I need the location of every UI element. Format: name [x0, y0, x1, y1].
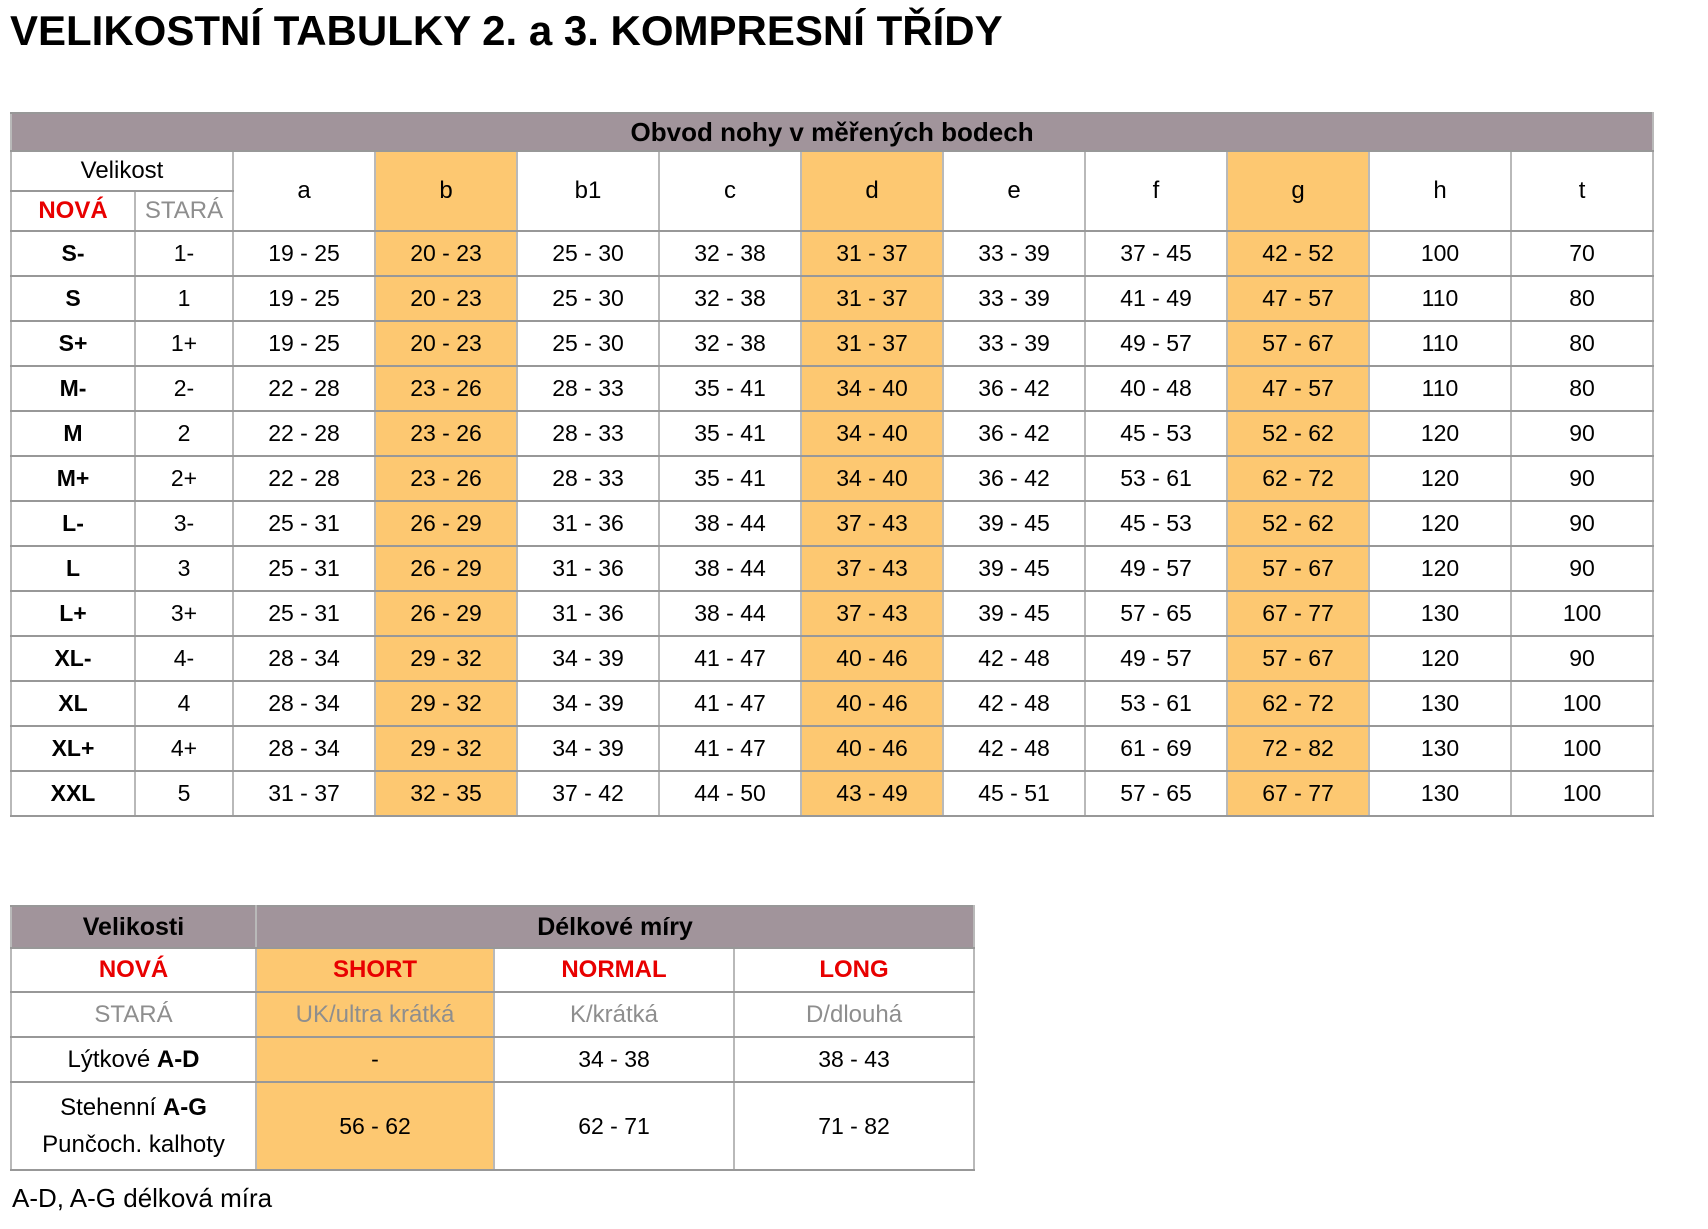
measure-value-cell: 20 - 23	[375, 321, 517, 366]
measure-value-cell: 39 - 45	[943, 501, 1085, 546]
measure-value-cell: 25 - 31	[233, 501, 375, 546]
measure-value-cell: 38 - 44	[659, 591, 801, 636]
measure-value-cell: 67 - 77	[1227, 771, 1369, 816]
measure-value-cell: 25 - 30	[517, 276, 659, 321]
measure-value-cell: 22 - 28	[233, 456, 375, 501]
velikosti-header: Velikosti	[11, 906, 256, 948]
measure-value-cell: 29 - 32	[375, 726, 517, 771]
size-table-header: Obvod nohy v měřených bodech	[11, 113, 1653, 151]
new-size-cell: S+	[11, 321, 135, 366]
calf-row	[11, 1037, 974, 1082]
length-old-short: UK/ultra krátká	[256, 992, 494, 1037]
measure-value-cell: 32 - 38	[659, 231, 801, 276]
length-table	[10, 905, 975, 1171]
measure-value-cell: 35 - 41	[659, 456, 801, 501]
measure-value-cell: 120	[1369, 501, 1511, 546]
col-header-f: f	[1085, 151, 1227, 231]
measure-value-cell: 57 - 65	[1085, 591, 1227, 636]
size-table-band-row	[11, 113, 1653, 151]
new-size-cell: L	[11, 546, 135, 591]
length-old-normal: K/krátká	[494, 992, 734, 1037]
size-table-row	[11, 411, 1653, 456]
measure-value-cell: 49 - 57	[1085, 321, 1227, 366]
measure-value-cell: 28 - 33	[517, 456, 659, 501]
measure-value-cell: 110	[1369, 276, 1511, 321]
measure-value-cell: 34 - 40	[801, 456, 943, 501]
size-table-row	[11, 591, 1653, 636]
length-old-long: D/dlouhá	[734, 992, 974, 1037]
measure-value-cell: 23 - 26	[375, 366, 517, 411]
measure-value-cell: 31 - 37	[801, 231, 943, 276]
measure-value-cell: 35 - 41	[659, 366, 801, 411]
measure-value-cell: 31 - 36	[517, 501, 659, 546]
measure-value-cell: 20 - 23	[375, 276, 517, 321]
measure-value-cell: 41 - 47	[659, 636, 801, 681]
measure-value-cell: 120	[1369, 546, 1511, 591]
measure-value-cell: 47 - 57	[1227, 366, 1369, 411]
col-header-e: e	[943, 151, 1085, 231]
measure-value-cell: 34 - 39	[517, 681, 659, 726]
col-header-a: a	[233, 151, 375, 231]
measure-value-cell: 52 - 62	[1227, 411, 1369, 456]
col-header-h: h	[1369, 151, 1511, 231]
new-size-cell: XL+	[11, 726, 135, 771]
measure-value-cell: 38 - 44	[659, 546, 801, 591]
old-size-cell: 2+	[135, 456, 233, 501]
measure-value-cell: 45 - 53	[1085, 501, 1227, 546]
old-size-cell: 4+	[135, 726, 233, 771]
measure-value-cell: 36 - 42	[943, 366, 1085, 411]
measure-value-cell: 100	[1511, 726, 1653, 771]
measure-value-cell: 130	[1369, 681, 1511, 726]
calf-row-label: Lýtkové A-D	[11, 1037, 256, 1082]
measure-value-cell: 26 - 29	[375, 501, 517, 546]
measure-value-cell: 31 - 37	[801, 321, 943, 366]
measure-value-cell: 26 - 29	[375, 591, 517, 636]
measure-value-cell: 33 - 39	[943, 231, 1085, 276]
measure-value-cell: 34 - 39	[517, 726, 659, 771]
measure-value-cell: 43 - 49	[801, 771, 943, 816]
velikost-header: Velikost	[11, 151, 233, 191]
measure-value-cell: 25 - 31	[233, 591, 375, 636]
measure-value-cell: 61 - 69	[1085, 726, 1227, 771]
measure-value-cell: 100	[1369, 231, 1511, 276]
measure-value-cell: 90	[1511, 636, 1653, 681]
document-page	[0, 6, 1708, 1229]
measure-value-cell: 62 - 72	[1227, 456, 1369, 501]
thigh-long-value: 71 - 82	[734, 1082, 974, 1170]
size-table-row	[11, 726, 1653, 771]
new-size-cell: S	[11, 276, 135, 321]
measure-value-cell: 34 - 40	[801, 411, 943, 456]
measure-value-cell: 100	[1511, 591, 1653, 636]
measure-value-cell: 53 - 61	[1085, 456, 1227, 501]
measure-value-cell: 52 - 62	[1227, 501, 1369, 546]
measure-value-cell: 90	[1511, 411, 1653, 456]
measure-value-cell: 31 - 36	[517, 546, 659, 591]
size-table-row	[11, 546, 1653, 591]
measure-value-cell: 120	[1369, 411, 1511, 456]
measure-value-cell: 53 - 61	[1085, 681, 1227, 726]
thigh-row	[11, 1082, 974, 1170]
old-size-cell: 3-	[135, 501, 233, 546]
measure-value-cell: 49 - 57	[1085, 636, 1227, 681]
old-size-cell: 1-	[135, 231, 233, 276]
size-table-row	[11, 771, 1653, 816]
size-table-body	[11, 231, 1653, 816]
measure-value-cell: 42 - 48	[943, 636, 1085, 681]
measure-value-cell: 34 - 40	[801, 366, 943, 411]
size-table-row	[11, 681, 1653, 726]
measure-value-cell: 34 - 39	[517, 636, 659, 681]
col-header-t: t	[1511, 151, 1653, 231]
measure-value-cell: 32 - 38	[659, 276, 801, 321]
measure-value-cell: 39 - 45	[943, 591, 1085, 636]
measure-value-cell: 37 - 43	[801, 501, 943, 546]
thigh-short-value: 56 - 62	[256, 1082, 494, 1170]
new-size-cell: M+	[11, 456, 135, 501]
measure-value-cell: 57 - 65	[1085, 771, 1227, 816]
measure-value-cell: 80	[1511, 321, 1653, 366]
size-table-row	[11, 231, 1653, 276]
measure-value-cell: 49 - 57	[1085, 546, 1227, 591]
measure-value-cell: 39 - 45	[943, 546, 1085, 591]
col-header-b1: b1	[517, 151, 659, 231]
length-col-normal: NORMAL	[494, 948, 734, 992]
length-old-row	[11, 992, 974, 1037]
measure-value-cell: 31 - 37	[233, 771, 375, 816]
measure-value-cell: 57 - 67	[1227, 321, 1369, 366]
size-table-row	[11, 501, 1653, 546]
size-table-row	[11, 456, 1653, 501]
measure-value-cell: 35 - 41	[659, 411, 801, 456]
measure-value-cell: 40 - 48	[1085, 366, 1227, 411]
col-header-c: c	[659, 151, 801, 231]
new-size-cell: M	[11, 411, 135, 456]
size-table	[10, 112, 1654, 817]
col-header-g: g	[1227, 151, 1369, 231]
measure-value-cell: 33 - 39	[943, 321, 1085, 366]
measure-value-cell: 47 - 57	[1227, 276, 1369, 321]
measure-value-cell: 28 - 33	[517, 366, 659, 411]
size-table-row	[11, 366, 1653, 411]
calf-normal-value: 34 - 38	[494, 1037, 734, 1082]
measure-value-cell: 90	[1511, 501, 1653, 546]
measure-value-cell: 40 - 46	[801, 681, 943, 726]
measure-value-cell: 19 - 25	[233, 321, 375, 366]
measure-value-cell: 57 - 67	[1227, 546, 1369, 591]
measure-value-cell: 41 - 47	[659, 681, 801, 726]
old-size-cell: 3+	[135, 591, 233, 636]
measure-value-cell: 90	[1511, 456, 1653, 501]
size-table-row	[11, 636, 1653, 681]
length-col-long: LONG	[734, 948, 974, 992]
measure-value-cell: 28 - 33	[517, 411, 659, 456]
measure-value-cell: 130	[1369, 726, 1511, 771]
new-size-cell: S-	[11, 231, 135, 276]
measure-value-cell: 22 - 28	[233, 366, 375, 411]
measure-value-cell: 45 - 53	[1085, 411, 1227, 456]
measure-value-cell: 130	[1369, 591, 1511, 636]
measure-value-cell: 36 - 42	[943, 411, 1085, 456]
measure-value-cell: 28 - 34	[233, 726, 375, 771]
measure-value-cell: 41 - 49	[1085, 276, 1227, 321]
measure-value-cell: 37 - 43	[801, 546, 943, 591]
measure-value-cell: 36 - 42	[943, 456, 1085, 501]
measure-value-cell: 62 - 72	[1227, 681, 1369, 726]
measure-value-cell: 80	[1511, 276, 1653, 321]
old-size-cell: 1	[135, 276, 233, 321]
measure-value-cell: 37 - 43	[801, 591, 943, 636]
measure-value-cell: 25 - 30	[517, 321, 659, 366]
measure-value-cell: 28 - 34	[233, 636, 375, 681]
footnote: A-D, A-G délková míra	[12, 1183, 273, 1214]
length-col-short: SHORT	[256, 948, 494, 992]
measure-value-cell: 31 - 37	[801, 276, 943, 321]
new-size-cell: L+	[11, 591, 135, 636]
measure-value-cell: 72 - 82	[1227, 726, 1369, 771]
measure-value-cell: 32 - 35	[375, 771, 517, 816]
page-title: VELIKOSTNÍ TABULKY 2. a 3. KOMPRESNÍ TŘÍDY	[10, 7, 1003, 54]
measure-value-cell: 42 - 48	[943, 726, 1085, 771]
measure-value-cell: 41 - 47	[659, 726, 801, 771]
measure-value-cell: 25 - 31	[233, 546, 375, 591]
measure-value-cell: 42 - 52	[1227, 231, 1369, 276]
new-size-cell: XXL	[11, 771, 135, 816]
old-size-cell: 1+	[135, 321, 233, 366]
measure-value-cell: 37 - 45	[1085, 231, 1227, 276]
length-table-header: Délkové míry	[256, 906, 974, 948]
measure-value-cell: 25 - 30	[517, 231, 659, 276]
size-table-label-row	[11, 151, 1653, 191]
thigh-row-label: Stehenní A-G Punčoch. kalhoty	[11, 1082, 256, 1170]
measure-value-cell: 90	[1511, 546, 1653, 591]
col-header-b: b	[375, 151, 517, 231]
measure-value-cell: 32 - 38	[659, 321, 801, 366]
measure-value-cell: 19 - 25	[233, 231, 375, 276]
measure-value-cell: 40 - 46	[801, 726, 943, 771]
calf-long-value: 38 - 43	[734, 1037, 974, 1082]
thigh-normal-value: 62 - 71	[494, 1082, 734, 1170]
measure-value-cell: 31 - 36	[517, 591, 659, 636]
measure-value-cell: 57 - 67	[1227, 636, 1369, 681]
new-size-cell: XL	[11, 681, 135, 726]
measure-value-cell: 110	[1369, 366, 1511, 411]
measure-value-cell: 70	[1511, 231, 1653, 276]
measure-value-cell: 28 - 34	[233, 681, 375, 726]
size-table-row	[11, 276, 1653, 321]
measure-value-cell: 80	[1511, 366, 1653, 411]
measure-value-cell: 38 - 44	[659, 501, 801, 546]
measure-value-cell: 45 - 51	[943, 771, 1085, 816]
measure-value-cell: 100	[1511, 771, 1653, 816]
measure-value-cell: 26 - 29	[375, 546, 517, 591]
measure-value-cell: 19 - 25	[233, 276, 375, 321]
new-size-header: NOVÁ	[11, 191, 135, 231]
old-size-cell: 4-	[135, 636, 233, 681]
length-new-label: NOVÁ	[11, 948, 256, 992]
old-size-cell: 2	[135, 411, 233, 456]
measure-value-cell: 42 - 48	[943, 681, 1085, 726]
old-size-cell: 3	[135, 546, 233, 591]
measure-value-cell: 110	[1369, 321, 1511, 366]
measure-value-cell: 100	[1511, 681, 1653, 726]
measure-value-cell: 22 - 28	[233, 411, 375, 456]
measure-value-cell: 130	[1369, 771, 1511, 816]
new-size-cell: L-	[11, 501, 135, 546]
new-size-cell: M-	[11, 366, 135, 411]
old-size-cell: 2-	[135, 366, 233, 411]
measure-value-cell: 29 - 32	[375, 681, 517, 726]
measure-value-cell: 23 - 26	[375, 456, 517, 501]
measure-value-cell: 29 - 32	[375, 636, 517, 681]
length-new-row	[11, 948, 974, 992]
col-header-d: d	[801, 151, 943, 231]
measure-value-cell: 67 - 77	[1227, 591, 1369, 636]
measure-value-cell: 20 - 23	[375, 231, 517, 276]
measure-value-cell: 120	[1369, 636, 1511, 681]
old-size-header: STARÁ	[135, 191, 233, 231]
measure-value-cell: 120	[1369, 456, 1511, 501]
calf-short-value: -	[256, 1037, 494, 1082]
length-old-label: STARÁ	[11, 992, 256, 1037]
measure-value-cell: 33 - 39	[943, 276, 1085, 321]
measure-value-cell: 44 - 50	[659, 771, 801, 816]
old-size-cell: 4	[135, 681, 233, 726]
new-size-cell: XL-	[11, 636, 135, 681]
length-table-band-row	[11, 906, 974, 948]
size-table-row	[11, 321, 1653, 366]
measure-value-cell: 40 - 46	[801, 636, 943, 681]
old-size-cell: 5	[135, 771, 233, 816]
measure-value-cell: 23 - 26	[375, 411, 517, 456]
measure-value-cell: 37 - 42	[517, 771, 659, 816]
